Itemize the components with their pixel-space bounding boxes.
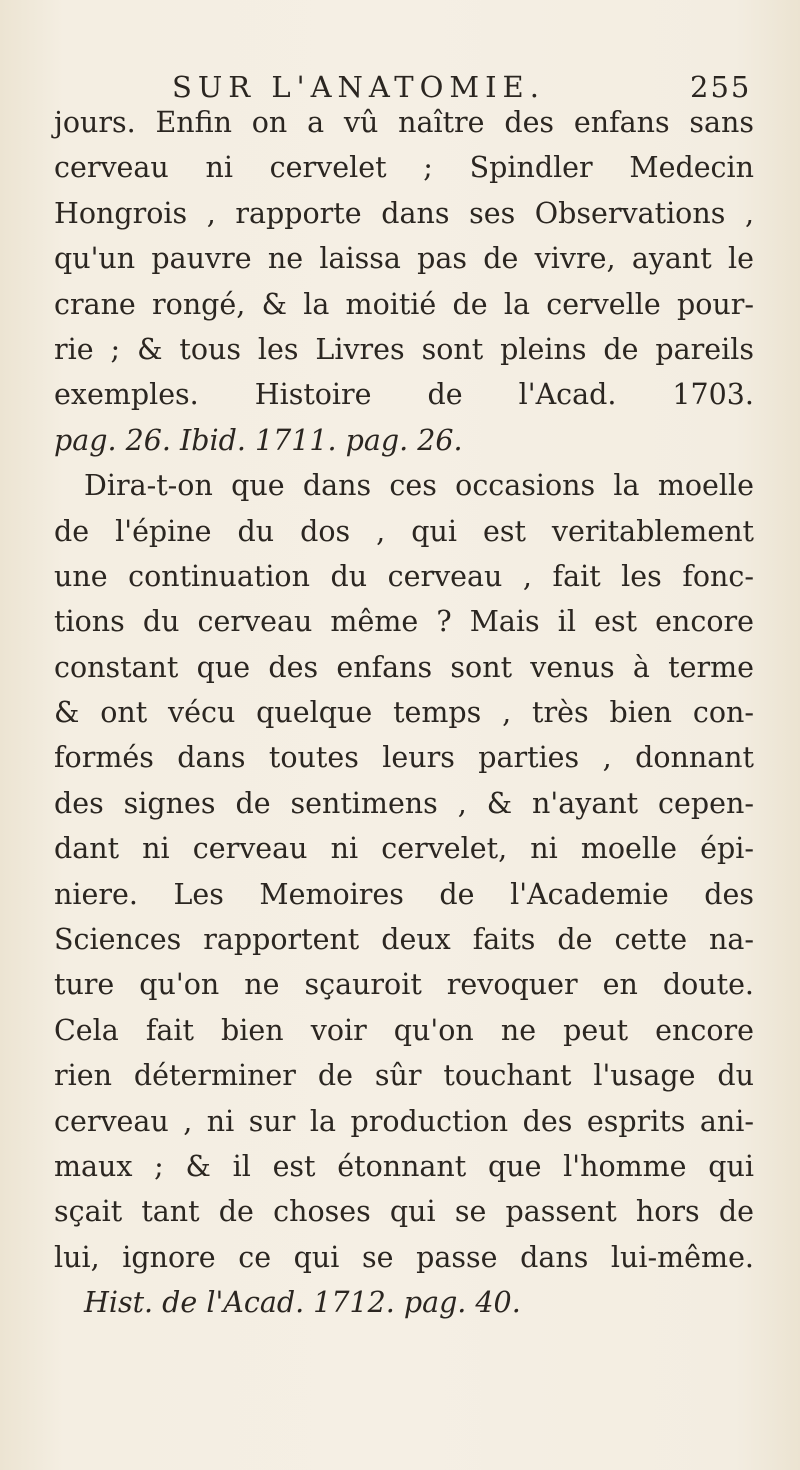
text-line: tions du cerveau même ? Mais il est encore — [54, 605, 754, 639]
text-line: exemples. Histoire de l'Acad. 1703. — [54, 378, 754, 412]
text-line: de l'épine du dos , qui est veritablement — [54, 514, 754, 548]
text-line: maux ; & il est étonnant que l'homme qui — [54, 1149, 754, 1183]
text-line: crane rongé, & la moitié de la cervelle pour- — [54, 287, 754, 321]
text-line: cerveau , ni sur la production des esprits ani- — [54, 1104, 754, 1138]
text-line: & ont vécu quelque temps , très bien con- — [54, 696, 754, 730]
text-line: rien déterminer de sûr touchant l'usage du — [54, 1059, 754, 1093]
citation-line: pag. 26. Ibid. 1711. pag. 26. — [54, 423, 463, 457]
text-body — [54, 100, 754, 1326]
text-line: niere. Les Memoires de l'Academie des — [54, 877, 754, 911]
text-line: constant que des enfans sont venus à terme — [54, 650, 754, 684]
text-line: Hongrois , rapporte dans ses Observations , — [54, 196, 754, 230]
text-line: des signes de sentimens , & n'ayant cepen- — [54, 786, 754, 820]
citation-line: Hist. de l'Acad. 1712. pag. 40. — [84, 1286, 521, 1320]
text-line: ture qu'on ne sçauroit revoquer en doute. — [54, 968, 754, 1002]
text-line: cerveau ni cervelet ; Spindler Medecin — [54, 151, 754, 185]
text-line: jours. Enfin on a vû naître des enfans sans — [54, 106, 754, 139]
text-line: qu'un pauvre ne laissa pas de vivre, ayant le — [54, 242, 754, 276]
text-line: Cela fait bien voir qu'on ne peut encore — [54, 1013, 754, 1047]
text-line: formés dans toutes leurs parties , donnant — [54, 741, 754, 775]
running-title: SUR L'ANATOMIE. — [172, 70, 545, 104]
text-line: lui, ignore ce qui se passe dans lui-même. — [54, 1240, 754, 1274]
page-number: 255 — [690, 70, 752, 104]
text-line: rie ; & tous les Livres sont pleins de pareils — [54, 332, 754, 366]
text-line: Sciences rapportent deux faits de cette na- — [54, 923, 754, 957]
text-line: une continuation du cerveau , fait les fonc- — [54, 559, 754, 593]
text-line: dant ni cerveau ni cervelet, ni moelle épi- — [54, 832, 754, 866]
text-line: Dira-t-on que dans ces occasions la moelle — [84, 469, 754, 503]
text-line: sçait tant de choses qui se passent hors de — [54, 1195, 754, 1229]
